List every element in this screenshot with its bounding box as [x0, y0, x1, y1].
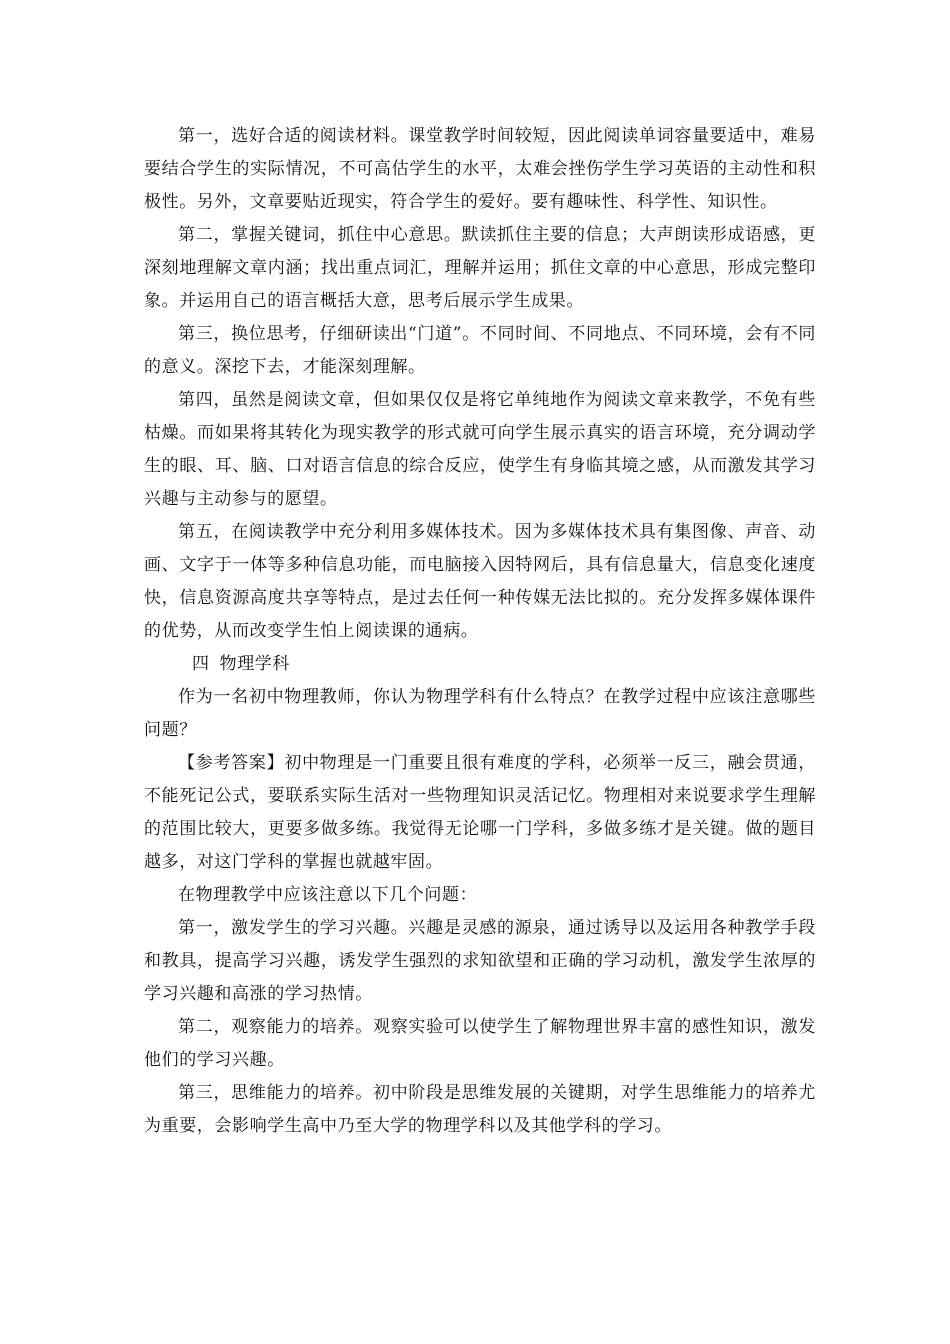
document-page: [144, 120, 816, 1143]
paragraph-multimedia: 第五，在阅读教学中充分利用多媒体技术。因为多媒体技术具有集图像、声音、动画、文字于一体等多种信息功能，而电脑接入因特网后，具有信息量大，信息变化速度快，信息资源高度共享等特点，是过去任何一种传媒无法比拟的。充分发挥多媒体课件的优势，从而改变学生怕上阅读课的通病。: [144, 522, 816, 641]
paragraph-thinking: 第三，思维能力的培养。初中阶段是思维发展的关键期，对学生思维能力的培养尤为重要，会影响学生高中乃至大学的物理学科以及其他学科的学习。: [144, 1083, 816, 1136]
section-heading: [144, 648, 816, 681]
paragraph-real-context: 第四，虽然是阅读文章，但如果仅仅是将它单纯地作为阅读文章来教学，不免有些枯燥。而如果将其转化为现实教学的形式就可向学生展示真实的语言环境，充分调动学生的眼、耳、脑、口对语言信息的综合反应，使学生有身临其境之感，从而激发其学习兴趣与主动参与的愿望。: [144, 390, 816, 509]
paragraph-reference-answer: 【参考答案】初中物理是一门重要且很有难度的学科，必须举一反三，融会贯通，不能死记公式，要联系实际生活对一些物理知识灵活记忆。物理相对来说要求学生理解的范围比较大，更要多做多练。我觉得无论哪一门学科，多做多练才是关键。做的题目越多，对这门学科的掌握也就越牢固。: [144, 753, 816, 872]
paragraph-perspective: 第三，换位思考，仔细研读出“门道”。不同时间、不同地点、不同环境，会有不同的意义。深挖下去，才能深刻理解。: [144, 324, 816, 377]
paragraph-observation: 第二，观察能力的培养。观察实验可以使学生了解物理世界丰富的感性知识，激发他们的学习兴趣。: [144, 1017, 816, 1070]
section-number: 四: [192, 654, 210, 674]
paragraph-issues-intro: 在物理教学中应该注意以下几个问题：: [178, 885, 478, 905]
paragraph-reading-material: 第一，选好合适的阅读材料。课堂教学时间较短，因此阅读单词容量要适中，难易要结合学生的实际情况，不可高估学生的水平，太难会挫伤学生学习英语的主动性和积极性。另外，文章要贴近现实，符合学生的爱好。要有趣味性、科学性、知识性。: [144, 126, 816, 212]
paragraph-keywords: 第二，掌握关键词，抓住中心意思。默读抓住主要的信息；大声朗读形成语感，更深刻地理解文章内涵；找出重点词汇，理解并运用；抓住文章的中心意思，形成完整印象。并运用自己的语言概括大意，思考后展示学生成果。: [144, 225, 816, 311]
section-title: 物理学科: [219, 654, 291, 674]
paragraph-interest: 第一，激发学生的学习兴趣。兴趣是灵感的源泉，通过诱导以及运用各种教学手段和教具，提高学习兴趣，诱发学生强烈的求知欲望和正确的学习动机，激发学生浓厚的学习兴趣和高涨的学习热情。: [144, 918, 816, 1004]
paragraph-question: 作为一名初中物理教师，你认为物理学科有什么特点？在教学过程中应该注意哪些问题？: [144, 687, 816, 740]
